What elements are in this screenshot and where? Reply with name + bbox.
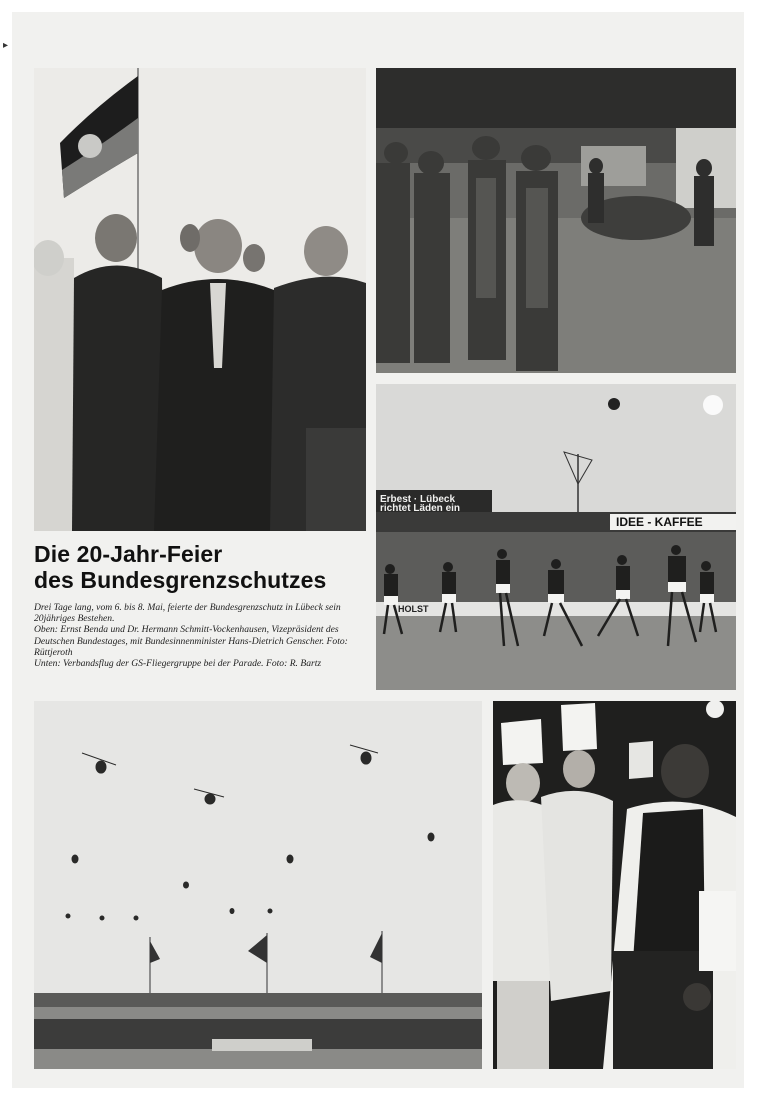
headline-line-2: des Bundesgrenzschutzes	[34, 567, 327, 593]
margin-mark: ▸	[3, 40, 9, 51]
caption-top-photo: Oben: Ernst Benda und Dr. Hermann Schmitt-Vockenhausen, Vizepräsident des Deutschen Bundestages, mit Bundesinnenminister Hans-Dietrich Genscher. Foto: Rüttjeroth	[34, 624, 348, 658]
photo-helicopter-formation-parade	[34, 701, 482, 1069]
article-headline	[34, 541, 374, 593]
photo-soldiers-in-camouflage	[376, 68, 736, 373]
football-banner-bottom: richtet Läden ein	[380, 503, 461, 514]
caption-intro: Drei Tage lang, vom 6. bis 8. Mai, feierte der Bundesgrenzschutz in Lübeck sein 20jähriges Bestehen.	[34, 602, 341, 625]
football-sign-idee-kaffee: IDEE - KAFFEE	[616, 515, 703, 529]
photo-football-match	[376, 384, 736, 690]
football-banner-top: Erbest · Lübeck	[380, 494, 456, 505]
headline-line-1: Die 20-Jahr-Feier	[34, 541, 223, 567]
caption-bottom-photo: Unten: Verbandsflug der GS-Fliegergruppe bei der Parade. Foto: R. Bartz	[34, 658, 322, 670]
photo-politicians-with-flag	[34, 68, 366, 531]
article-caption	[34, 602, 366, 669]
photo-chefs-smiling	[493, 701, 736, 1069]
football-sign-holst: HOLST	[398, 604, 429, 614]
